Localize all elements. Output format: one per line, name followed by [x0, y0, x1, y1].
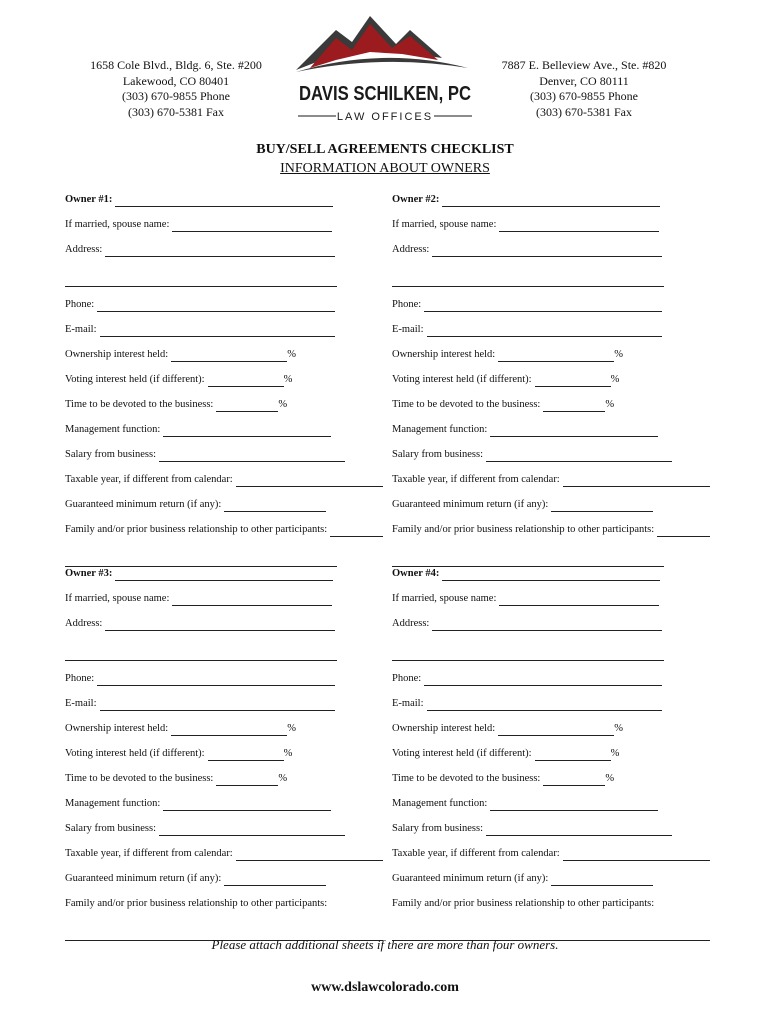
taxable-label: Taxable year, if different from calendar: [65, 848, 233, 859]
taxable-field[interactable] [563, 848, 710, 861]
website-url: www.dslawcolorado.com [311, 980, 459, 995]
owner-block-1 [65, 182, 387, 567]
family-label: Family and/or prior business relationship to other participants: [392, 524, 655, 535]
guaranteed-label: Guaranteed minimum return (if any): [65, 873, 222, 884]
owner-label: Owner #3: [65, 568, 113, 579]
spouse-name-field[interactable] [172, 593, 332, 606]
percent-sign: % [614, 723, 623, 734]
salary-label: Salary from business: [65, 449, 156, 460]
percent-sign: % [283, 748, 293, 759]
percent-sign: % [287, 723, 296, 734]
owner-name-field[interactable] [115, 194, 333, 207]
time-label: Time to be devoted to the business: [65, 399, 214, 410]
address-line: Lakewood, CO 80401 [122, 73, 230, 88]
spouse-label: If married, spouse name: [392, 593, 497, 604]
management-field[interactable] [490, 798, 658, 811]
owner-label: Owner #1: [65, 194, 113, 205]
email-field[interactable] [100, 324, 335, 337]
salary-field[interactable] [159, 449, 345, 462]
percent-sign: % [610, 748, 620, 759]
percent-sign: % [278, 773, 288, 784]
taxable-label: Taxable year, if different from calendar: [65, 474, 233, 485]
firm-logo [292, 8, 478, 126]
percent-sign: % [614, 349, 623, 360]
owner-label: Owner #2: [392, 194, 440, 205]
guaranteed-label: Guaranteed minimum return (if any): [392, 499, 549, 510]
spouse-name-field[interactable] [172, 219, 332, 232]
management-label: Management function: [65, 798, 161, 809]
address-line: (303) 670-5381 Fax [536, 104, 632, 119]
voting-field[interactable] [208, 748, 284, 761]
address-label: Address: [392, 618, 430, 629]
spouse-label: If married, spouse name: [65, 219, 170, 230]
right-office-address [494, 58, 674, 120]
address-field[interactable] [432, 244, 662, 257]
percent-sign: % [605, 773, 615, 784]
percent-sign: % [605, 399, 615, 410]
salary-label: Salary from business: [392, 449, 483, 460]
management-field[interactable] [490, 424, 658, 437]
ownership-field[interactable] [498, 349, 614, 362]
salary-label: Salary from business: [392, 823, 483, 834]
time-field[interactable] [543, 773, 605, 786]
address-line-2-field[interactable] [65, 274, 337, 287]
address-label: Address: [65, 244, 103, 255]
management-label: Management function: [392, 424, 488, 435]
management-label: Management function: [392, 798, 488, 809]
guaranteed-field[interactable] [224, 499, 326, 512]
salary-field[interactable] [486, 449, 672, 462]
owner-block-3 [65, 556, 387, 941]
address-label: Address: [392, 244, 430, 255]
voting-label: Voting interest held (if different): [65, 374, 205, 385]
management-field[interactable] [163, 798, 331, 811]
logo-firm-name: DAVIS SCHILKEN, PC [299, 83, 471, 105]
taxable-field[interactable] [236, 848, 383, 861]
family-field[interactable] [330, 524, 383, 537]
guaranteed-field[interactable] [551, 499, 653, 512]
family-label: Family and/or prior business relationship to other participants: [392, 898, 655, 909]
phone-label: Phone: [65, 673, 95, 684]
salary-field[interactable] [486, 823, 672, 836]
ownership-field[interactable] [171, 349, 287, 362]
document-subtitle: INFORMATION ABOUT OWNERS [280, 161, 490, 176]
owner-label: Owner #4: [392, 568, 440, 579]
guaranteed-field[interactable] [224, 873, 326, 886]
guaranteed-label: Guaranteed minimum return (if any): [392, 873, 549, 884]
guaranteed-field[interactable] [551, 873, 653, 886]
address-line: (303) 670-9855 Phone [530, 89, 638, 103]
address-label: Address: [65, 618, 103, 629]
address-field[interactable] [105, 244, 335, 257]
address-line: (303) 670-9855 Phone [122, 89, 230, 103]
phone-label: Phone: [392, 299, 422, 310]
email-label: E-mail: [65, 698, 97, 709]
percent-sign: % [283, 374, 293, 385]
phone-field[interactable] [97, 673, 335, 686]
ownership-label: Ownership interest held: [392, 723, 496, 734]
family-field[interactable] [657, 524, 710, 537]
phone-field[interactable] [97, 299, 335, 312]
document-title: BUY/SELL AGREEMENTS CHECKLIST [256, 142, 514, 157]
voting-label: Voting interest held (if different): [65, 748, 205, 759]
email-label: E-mail: [392, 324, 424, 335]
time-label: Time to be devoted to the business: [65, 773, 214, 784]
time-label: Time to be devoted to the business: [392, 773, 541, 784]
email-label: E-mail: [65, 324, 97, 335]
owner-name-field[interactable] [115, 568, 333, 581]
voting-field[interactable] [535, 374, 611, 387]
attach-sheets-note: Please attach additional sheets if there are more than four owners. [211, 937, 559, 952]
taxable-field[interactable] [563, 474, 710, 487]
address-line: 1658 Cole Blvd., Bldg. 6, Ste. #200 [90, 58, 262, 72]
left-office-address [86, 58, 266, 120]
email-field[interactable] [100, 698, 335, 711]
owner-name-field[interactable] [442, 194, 660, 207]
address-line-2-field[interactable] [392, 648, 664, 661]
taxable-field[interactable] [236, 474, 383, 487]
address-line: (303) 670-5381 Fax [128, 104, 224, 119]
owner-block-4 [392, 556, 714, 941]
percent-sign: % [610, 374, 620, 385]
time-label: Time to be devoted to the business: [392, 399, 541, 410]
spouse-label: If married, spouse name: [392, 219, 497, 230]
salary-field[interactable] [159, 823, 345, 836]
owner-name-field[interactable] [442, 568, 660, 581]
phone-label: Phone: [65, 299, 95, 310]
address-field[interactable] [432, 618, 662, 631]
owner-block-2 [392, 182, 714, 567]
voting-field[interactable] [535, 748, 611, 761]
spouse-name-field[interactable] [499, 219, 659, 232]
taxable-label: Taxable year, if different from calendar: [392, 848, 560, 859]
time-field[interactable] [216, 773, 278, 786]
time-field[interactable] [543, 399, 605, 412]
management-field[interactable] [163, 424, 331, 437]
voting-field[interactable] [208, 374, 284, 387]
salary-label: Salary from business: [65, 823, 156, 834]
family-label: Family and/or prior business relationship to other participants: [65, 898, 328, 909]
spouse-label: If married, spouse name: [65, 593, 170, 604]
email-field[interactable] [427, 698, 662, 711]
taxable-label: Taxable year, if different from calendar: [392, 474, 560, 485]
address-field[interactable] [105, 618, 335, 631]
ownership-label: Ownership interest held: [65, 349, 169, 360]
logo-tagline: LAW OFFICES [336, 111, 434, 123]
address-line: Denver, CO 80111 [539, 73, 629, 88]
ownership-field[interactable] [498, 723, 614, 736]
spouse-name-field[interactable] [499, 593, 659, 606]
guaranteed-label: Guaranteed minimum return (if any): [65, 499, 222, 510]
ownership-label: Ownership interest held: [392, 349, 496, 360]
time-field[interactable] [216, 399, 278, 412]
phone-field[interactable] [424, 299, 662, 312]
email-field[interactable] [427, 324, 662, 337]
percent-sign: % [287, 349, 296, 360]
address-line: 7887 E. Belleview Ave., Ste. #820 [501, 58, 667, 72]
percent-sign: % [278, 399, 288, 410]
management-label: Management function: [65, 424, 161, 435]
phone-field[interactable] [424, 673, 662, 686]
voting-label: Voting interest held (if different): [392, 748, 532, 759]
address-line-2-field[interactable] [392, 274, 664, 287]
ownership-label: Ownership interest held: [65, 723, 169, 734]
voting-label: Voting interest held (if different): [392, 374, 532, 385]
address-line-2-field[interactable] [65, 648, 337, 661]
phone-label: Phone: [392, 673, 422, 684]
ownership-field[interactable] [171, 723, 287, 736]
family-label: Family and/or prior business relationship to other participants: [65, 524, 328, 535]
email-label: E-mail: [392, 698, 424, 709]
